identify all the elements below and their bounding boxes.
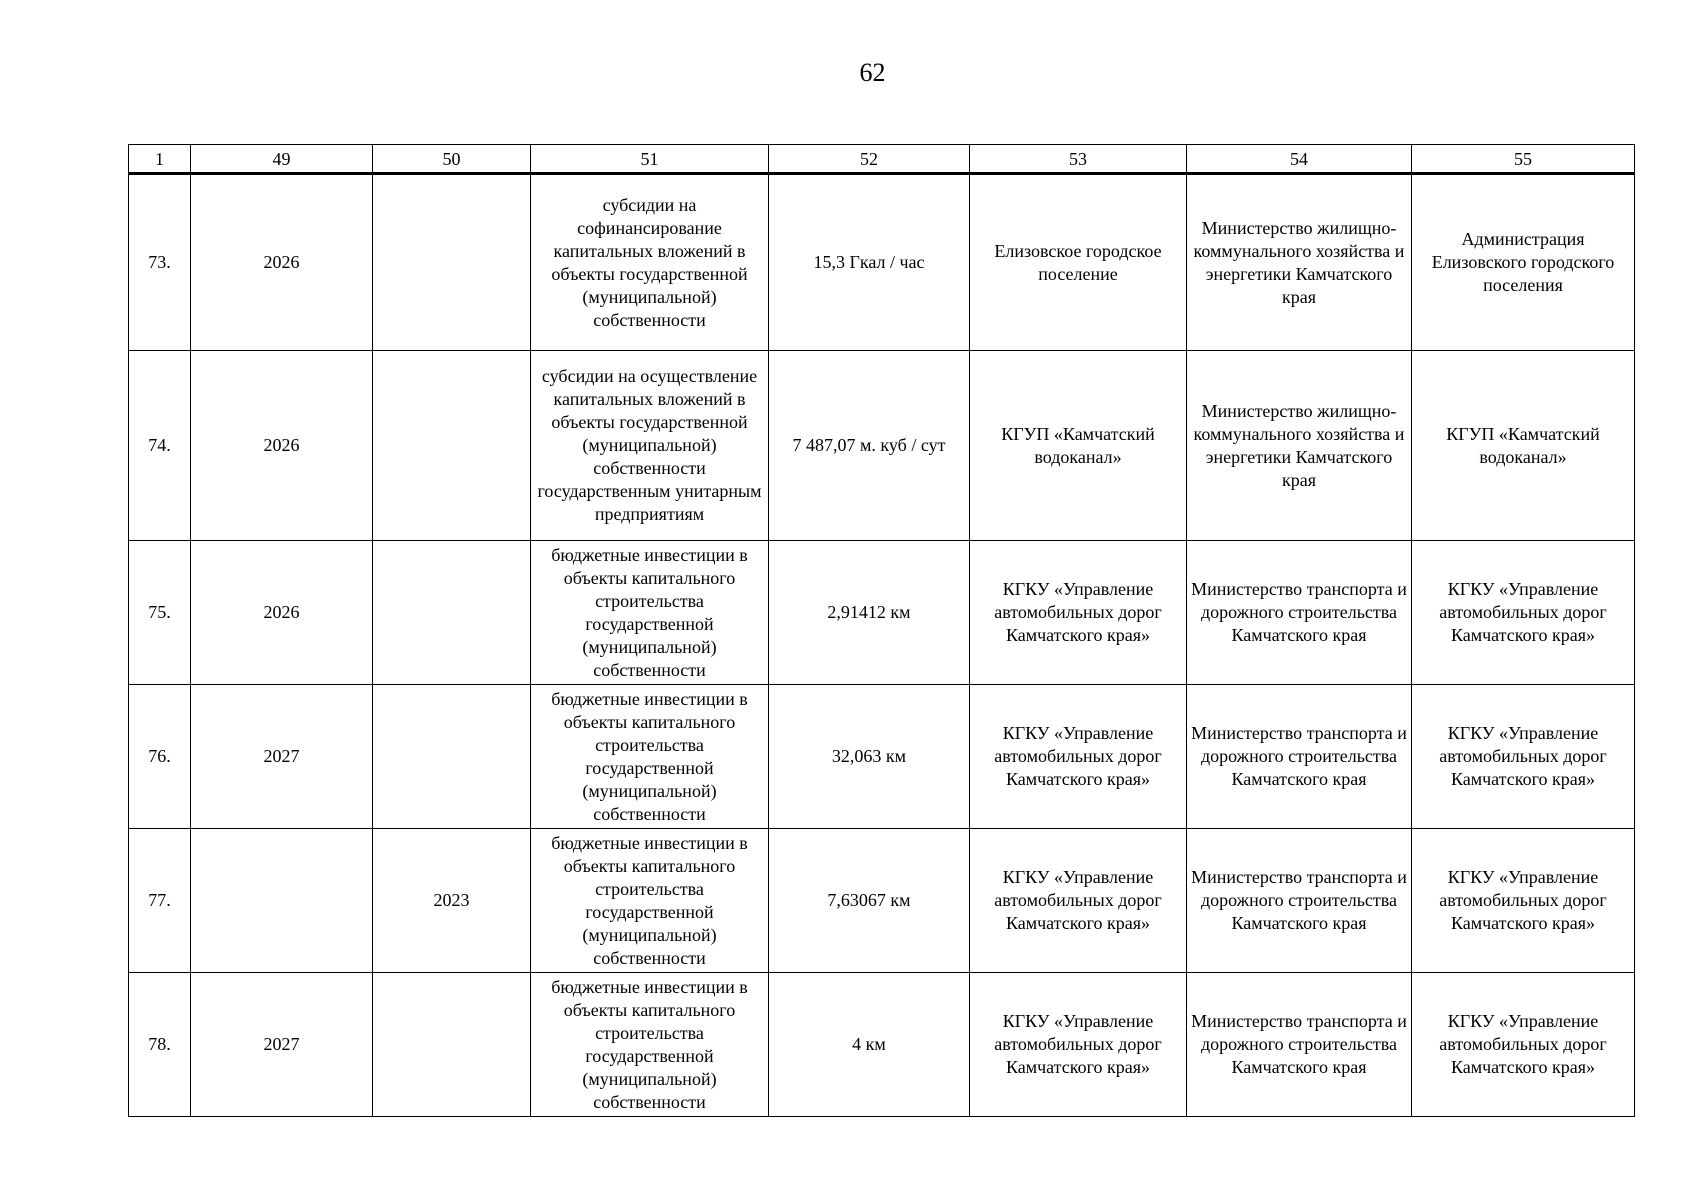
year-50-cell (373, 685, 531, 829)
year-50-cell: 2023 (373, 829, 531, 973)
funding-form-cell: бюджетные инвестиции в объекты капитального строительства государственной (муниципальной) собственности (531, 973, 769, 1117)
ministry-cell: Министерство транспорта и дорожного строительства Камчатского края (1187, 541, 1412, 685)
funding-form-cell: бюджетные инвестиции в объекты капитального строительства государственной (муниципальной) собственности (531, 685, 769, 829)
ministry-cell: Министерство жилищно-коммунального хозяйства и энергетики Камчатского края (1187, 174, 1412, 351)
ministry-cell: Министерство транспорта и дорожного строительства Камчатского края (1187, 973, 1412, 1117)
year-50-cell (373, 973, 531, 1117)
capacity-cell: 15,3 Гкал / час (769, 174, 970, 351)
year-50-cell (373, 351, 531, 541)
funding-form-cell: субсидии на софинансирование капитальных вложений в объекты государственной (муниципальной) собственности (531, 174, 769, 351)
row-number-cell: 75. (129, 541, 191, 685)
funding-form-cell: бюджетные инвестиции в объекты капитального строительства государственной (муниципальной) собственности (531, 541, 769, 685)
page-number: 62 (859, 58, 886, 87)
recipient-cell: КГКУ «Управление автомобильных дорог Камчатского края» (970, 973, 1187, 1117)
year-50-cell (373, 174, 531, 351)
header-row (129, 145, 1635, 174)
ministry-cell: Министерство жилищно-коммунального хозяйства и энергетики Камчатского края (1187, 351, 1412, 541)
year-49-cell: 2027 (191, 685, 373, 829)
recipient-cell: КГКУ «Управление автомобильных дорог Камчатского края» (970, 829, 1187, 973)
customer-cell: КГКУ «Управление автомобильных дорог Камчатского края» (1412, 829, 1635, 973)
row-number-cell: 77. (129, 829, 191, 973)
customer-cell: КГКУ «Управление автомобильных дорог Камчатского края» (1412, 973, 1635, 1117)
recipient-cell: КГУП «Камчатский водоканал» (970, 351, 1187, 541)
column-header-51: 51 (531, 145, 769, 174)
year-50-cell (373, 541, 531, 685)
capacity-cell: 2,91412 км (769, 541, 970, 685)
ministry-cell: Министерство транспорта и дорожного строительства Камчатского края (1187, 829, 1412, 973)
customer-cell: КГКУ «Управление автомобильных дорог Камчатского края» (1412, 685, 1635, 829)
year-49-cell: 2026 (191, 351, 373, 541)
data-table (128, 144, 1635, 1117)
capacity-cell: 7 487,07 м. куб / сут (769, 351, 970, 541)
table-row (129, 829, 1635, 973)
capacity-cell: 32,063 км (769, 685, 970, 829)
column-header-53: 53 (970, 145, 1187, 174)
recipient-cell: Елизовское городское поселение (970, 174, 1187, 351)
recipient-cell: КГКУ «Управление автомобильных дорог Камчатского края» (970, 541, 1187, 685)
column-header-1: 1 (129, 145, 191, 174)
column-header-49: 49 (191, 145, 373, 174)
year-49-cell (191, 829, 373, 973)
table-row (129, 685, 1635, 829)
column-header-55: 55 (1412, 145, 1635, 174)
year-49-cell: 2027 (191, 973, 373, 1117)
table-row (129, 351, 1635, 541)
recipient-cell: КГКУ «Управление автомобильных дорог Камчатского края» (970, 685, 1187, 829)
funding-form-cell: субсидии на осуществление капитальных вложений в объекты государственной (муниципальной) собственности государственным унитарным предприятиям (531, 351, 769, 541)
funding-form-cell: бюджетные инвестиции в объекты капитального строительства государственной (муниципальной) собственности (531, 829, 769, 973)
ministry-cell: Министерство транспорта и дорожного строительства Камчатского края (1187, 685, 1412, 829)
row-number-cell: 74. (129, 351, 191, 541)
capacity-cell: 7,63067 км (769, 829, 970, 973)
table-row (129, 541, 1635, 685)
table-row (129, 174, 1635, 351)
row-number-cell: 73. (129, 174, 191, 351)
column-header-52: 52 (769, 145, 970, 174)
year-49-cell: 2026 (191, 174, 373, 351)
year-49-cell: 2026 (191, 541, 373, 685)
row-number-cell: 78. (129, 973, 191, 1117)
table-row (129, 973, 1635, 1117)
column-header-50: 50 (373, 145, 531, 174)
row-number-cell: 76. (129, 685, 191, 829)
customer-cell: КГУП «Камчатский водоканал» (1412, 351, 1635, 541)
capacity-cell: 4 км (769, 973, 970, 1117)
customer-cell: КГКУ «Управление автомобильных дорог Камчатского края» (1412, 541, 1635, 685)
customer-cell: Администрация Елизовского городского поселения (1412, 174, 1635, 351)
column-header-54: 54 (1187, 145, 1412, 174)
